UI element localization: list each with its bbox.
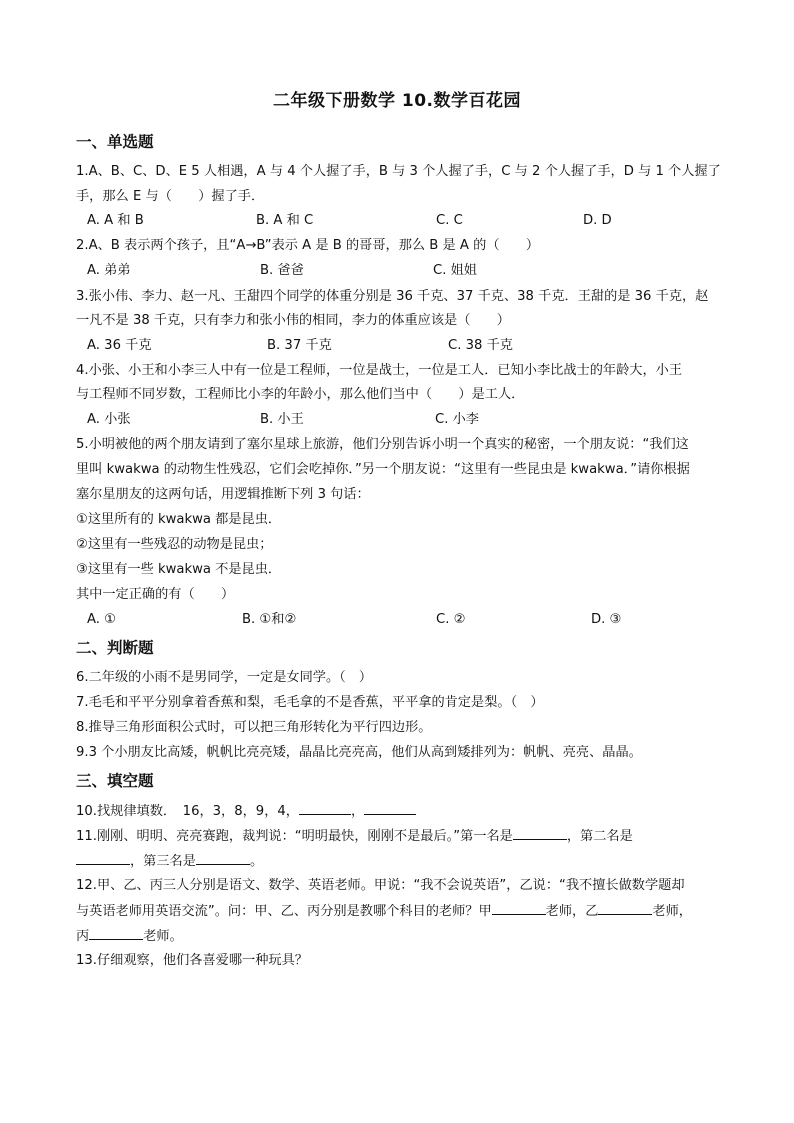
q5-line1: 5.小明被他的两个朋友请到了塞尔星球上旅游，他们分别告诉小明一个真实的秘密，一个朋友说：“我们这 xyxy=(76,437,689,452)
q5-statement-2: ②这里有一些残忍的动物是昆虫； xyxy=(76,537,273,552)
q1-option-b[interactable]: B. A 和 C xyxy=(256,213,314,228)
q3-option-b[interactable]: B. 37 千克 xyxy=(267,338,332,353)
q7-text: 7.毛毛和平平分别拿着香蕉和梨，毛毛拿的不是香蕉，平平拿的肯定是梨。（ ） xyxy=(76,695,544,710)
q13-text: 13.仔细观察，他们各喜爱哪一种玩具？ xyxy=(76,953,308,968)
q12-text-c: 老师， xyxy=(652,904,692,919)
q3-option-c[interactable]: C. 38 千克 xyxy=(448,338,513,353)
q10-blank-1[interactable] xyxy=(299,802,351,815)
q10-blank-2[interactable] xyxy=(364,802,416,815)
q5-option-b[interactable]: B. ①和② xyxy=(242,612,297,627)
q5-line3: 塞尔星朋友的这两句话，用逻辑推断下列 3 句话： xyxy=(76,487,370,502)
q3-line2: 一凡不是 38 千克，只有李力和张小伟的相同，李力的体重应该是（ ） xyxy=(76,313,510,328)
q5-statement-1: ①这里所有的 kwakwa 都是昆虫． xyxy=(76,512,282,527)
q11-text-a: 11.刚刚、明明、亮亮赛跑，裁判说：“明明最快，刚刚不是最后。”第一名是 xyxy=(76,829,513,844)
q1-option-d[interactable]: D. D xyxy=(583,213,612,228)
q11-text-b: ，第二名是 xyxy=(566,829,633,844)
q12-text-a: 与英语老师用英语交流”。问：甲、乙、丙分别是教哪个科目的老师？甲 xyxy=(76,904,492,919)
q11-text-c: ，第三名是 xyxy=(130,854,196,869)
q2-line1: 2.A、B 表示两个孩子，且“A→B”表示 A 是 B 的哥哥，那么 B 是 A 的（ ） xyxy=(76,238,540,253)
q12-text-e: 老师。 xyxy=(143,929,183,944)
q10-separator: ， xyxy=(350,804,365,819)
section-heading-fill-blank: 三、填空题 xyxy=(76,772,154,790)
q11-blank-first[interactable] xyxy=(513,827,567,840)
q12-line2 xyxy=(76,902,692,921)
q12-line3 xyxy=(76,927,183,946)
q5-option-d[interactable]: D. ③ xyxy=(591,612,622,627)
q4-option-b[interactable]: B. 小王 xyxy=(260,412,304,427)
q10-text: 10.找规律填数． 16，3，8，9，4， xyxy=(76,804,299,819)
q12-blank-jia[interactable] xyxy=(492,902,546,915)
q11-line1 xyxy=(76,827,633,846)
q12-text-d: 丙 xyxy=(76,929,90,944)
q5-option-c[interactable]: C. ② xyxy=(436,612,466,627)
q5-option-a[interactable]: A. ① xyxy=(87,612,116,627)
q8-text: 8.推导三角形面积公式时，可以把三角形转化为平行四边形。 xyxy=(76,720,432,735)
q5-line2: 里叫 kwakwa 的动物生性残忍，它们会吃掉你．”另一个朋友说：“这里有一些昆虫是 kwakwa．”请你根据 xyxy=(76,462,690,477)
q4-line2: 与工程师不同岁数，工程师比小李的年龄小，那么他们当中（ ）是工人． xyxy=(76,387,525,402)
q1-line1: 1.A、B、C、D、E 5 人相遇，A 与 4 个人握了手，B 与 3 个人握了手，C 与 2 个人握了手，D 与 1 个人握了 xyxy=(76,164,721,179)
q5-question: 其中一定正确的有（ ） xyxy=(76,587,235,602)
q2-option-b[interactable]: B. 爸爸 xyxy=(260,263,304,278)
q11-text-d: 。 xyxy=(249,854,264,869)
q3-option-a[interactable]: A. 36 千克 xyxy=(87,338,152,353)
q1-option-a[interactable]: A. A 和 B xyxy=(87,213,144,228)
q9-text: 9.3 个小朋友比高矮，帆帆比亮亮矮，晶晶比亮亮高，他们从高到矮排列为：帆帆、亮亮、晶晶。 xyxy=(76,745,642,760)
q4-line1: 4.小张、小王和小李三人中有一位是工程师，一位是战士，一位是工人．已知小李比战士的年龄大，小王 xyxy=(76,363,683,378)
q11-blank-second[interactable] xyxy=(76,852,130,865)
q12-text-b: 老师，乙 xyxy=(545,904,599,919)
q5-statement-3: ③这里有一些 kwakwa 不是昆虫． xyxy=(76,562,282,577)
q6-text: 6.二年级的小雨不是男同学，一定是女同学。（ ） xyxy=(76,670,373,685)
section-heading-single-choice: 一、单选题 xyxy=(76,133,154,151)
section-heading-true-false: 二、判断题 xyxy=(76,639,154,657)
q2-option-c[interactable]: C. 姐姐 xyxy=(433,263,477,278)
q4-option-c[interactable]: C. 小李 xyxy=(435,412,479,427)
q10-line xyxy=(76,802,416,821)
q12-blank-yi[interactable] xyxy=(598,902,652,915)
q4-option-a[interactable]: A. 小张 xyxy=(87,412,131,427)
q1-option-c[interactable]: C. C xyxy=(436,213,463,228)
q12-blank-bing[interactable] xyxy=(89,927,143,940)
page-title: 二年级下册数学 10.数学百花园 xyxy=(272,91,522,111)
q1-line2: 手，那么 E 与（ ）握了手． xyxy=(76,189,265,204)
q3-line1: 3.张小伟、李力、赵一凡、王甜四个同学的体重分别是 36 千克、37 千克、38 千克．王甜的是 36 千克，赵 xyxy=(76,289,709,304)
q11-blank-third[interactable] xyxy=(196,852,250,865)
q12-line1: 12.甲、乙、丙三人分别是语文、数学、英语老师。甲说：“我不会说英语”，乙说：“我不擅长做数学题却 xyxy=(76,878,685,893)
q2-option-a[interactable]: A. 弟弟 xyxy=(87,263,131,278)
q11-line2 xyxy=(76,852,263,871)
